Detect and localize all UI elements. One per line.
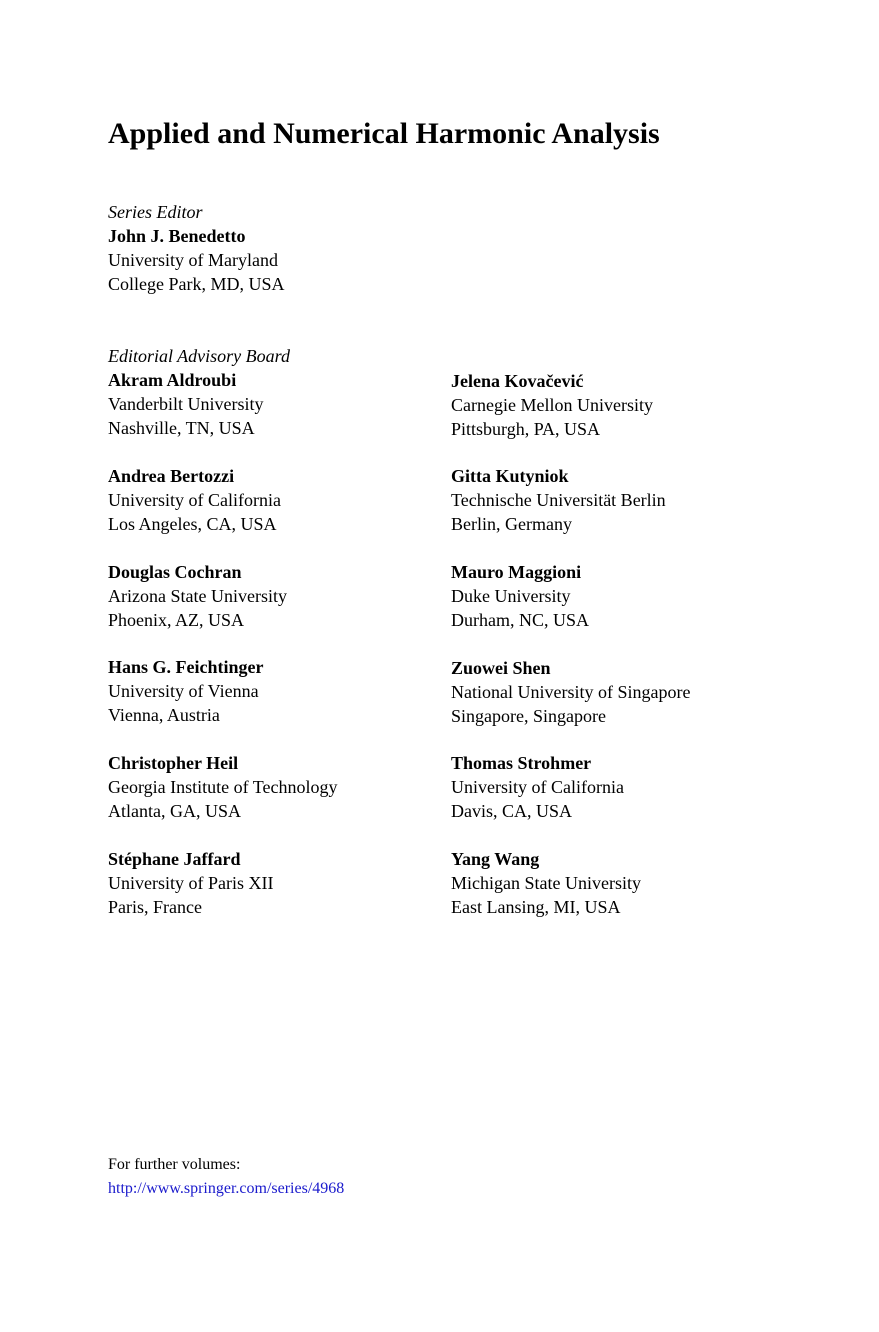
board-member-location: Phoenix, AZ, USA — [108, 610, 245, 630]
board-member-affiliation: University of Vienna — [108, 681, 259, 701]
board-member-name: Andrea Bertozzi — [108, 466, 235, 486]
board-member-name: Jelena Kovačević — [451, 371, 584, 391]
board-member — [451, 560, 589, 632]
board-member — [108, 464, 281, 536]
series-editor-affiliation: University of Maryland — [108, 250, 278, 270]
board-member-name: Hans G. Feichtinger — [108, 657, 264, 677]
board-member-affiliation: Michigan State University — [451, 873, 641, 893]
board-member-affiliation: Arizona State University — [108, 586, 287, 606]
board-member — [108, 655, 264, 727]
board-member-name: Thomas Strohmer — [451, 753, 592, 773]
series-link[interactable]: http://www.springer.com/series/4968 — [108, 1180, 345, 1197]
board-member-location: Singapore, Singapore — [451, 706, 606, 726]
board-member-name: Douglas Cochran — [108, 562, 242, 582]
board-member-name: Yang Wang — [451, 849, 540, 869]
board-member — [451, 751, 624, 823]
board-member-location: Davis, CA, USA — [451, 801, 573, 821]
board-member — [451, 369, 653, 441]
board-member-location: Atlanta, GA, USA — [108, 801, 241, 821]
board-member-name: Akram Aldroubi — [108, 370, 237, 390]
board-member-name: Stéphane Jaffard — [108, 849, 241, 869]
board-member-location: Nashville, TN, USA — [108, 418, 255, 438]
board-member-location: Durham, NC, USA — [451, 610, 589, 630]
board-member-affiliation: University of California — [108, 490, 281, 510]
board-member — [108, 368, 263, 440]
board-member-affiliation: Georgia Institute of Technology — [108, 777, 338, 797]
board-member-affiliation: National University of Singapore — [451, 682, 691, 702]
further-volumes — [108, 1153, 344, 1201]
series-editor-caption: Series Editor — [108, 202, 203, 222]
board-member-location: Paris, France — [108, 897, 202, 917]
board-member-location: East Lansing, MI, USA — [451, 897, 621, 917]
board-member-affiliation: Duke University — [451, 586, 571, 606]
board-member-location: Pittsburgh, PA, USA — [451, 419, 601, 439]
series-title: Applied and Numerical Harmonic Analysis — [108, 117, 660, 150]
board-member — [451, 656, 690, 728]
advisory-board-caption: Editorial Advisory Board — [108, 346, 290, 366]
board-member-affiliation: Vanderbilt University — [108, 394, 264, 414]
board-member — [451, 464, 666, 536]
series-editor-name: John J. Benedetto — [108, 226, 246, 246]
board-member-location: Los Angeles, CA, USA — [108, 514, 277, 534]
board-member-affiliation: University of California — [451, 777, 624, 797]
board-member — [108, 751, 338, 823]
board-member — [108, 560, 287, 632]
board-member-name: Mauro Maggioni — [451, 562, 582, 582]
board-member-name: Zuowei Shen — [451, 658, 551, 678]
board-member-location: Berlin, Germany — [451, 514, 572, 534]
series-editor-location: College Park, MD, USA — [108, 274, 285, 294]
board-member-affiliation: University of Paris XII — [108, 873, 274, 893]
board-member-name: Christopher Heil — [108, 753, 239, 773]
board-member-name: Gitta Kutyniok — [451, 466, 569, 486]
board-member-affiliation: Carnegie Mellon University — [451, 395, 653, 415]
board-member — [451, 847, 641, 919]
board-member-location: Vienna, Austria — [108, 705, 220, 725]
further-volumes-label: For further volumes: — [108, 1156, 241, 1173]
board-member — [108, 847, 273, 919]
board-member-affiliation: Technische Universität Berlin — [451, 490, 666, 510]
series-editor-block — [108, 200, 285, 296]
